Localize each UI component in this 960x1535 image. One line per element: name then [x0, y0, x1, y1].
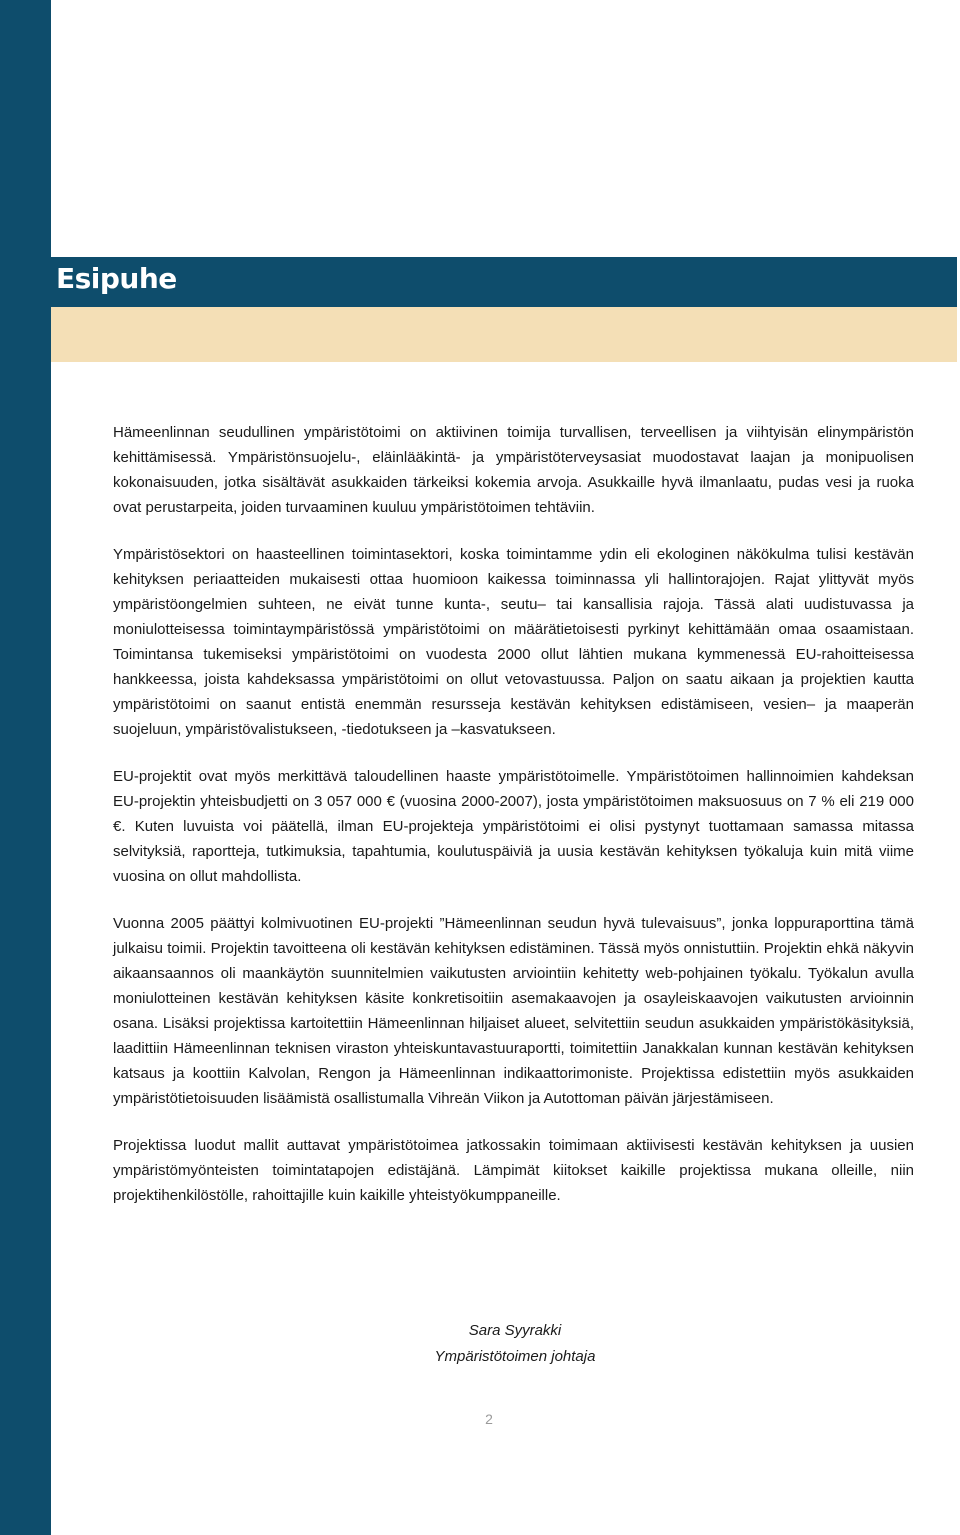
- title-band: [51, 257, 957, 307]
- paragraph: Ympäristösektori on haasteellinen toimintasektori, koska toimintamme ydin eli ekologinen näkökulma tulisi kestävän kehityksen periaatteiden mukaisesti ottaa huomioon kaikessa toiminnassa yli hallintorajojen. Rajat ylittyvät myös ympäristöongelmien suhteen, ne eivät tunne kunta-, seutu– tai kansallisia rajoja. Tässä alati uudistuvassa ja moniulotteisessa toimintaympäristössä ympäristötoimi on määrätietoisesti pyrkinyt kehittämään omaa osaamistaan. Toimintansa tukemiseksi ympäristötoimi on vuodesta 2000 ollut lähtien mukana kymmenessä EU-rahoitteisessa hankkeessa, joista kahdeksassa ympäristötoimi on ollut vetovastuussa. Paljon on saatu aikaan ja projektien kautta ympäristötoimi on saanut entistä enemmän resursseja kestävän kehityksen edistämiseen, vesien– ja maaperän suojeluun, ympäristövalistukseen, -tiedotukseen ja –kasvatukseen.: [113, 546, 914, 738]
- accent-band: [51, 307, 957, 362]
- paragraph: Projektissa luodut mallit auttavat ympäristötoimea jatkossakin toimimaan aktiivisesti kestävän kehityksen ja uusien ympäristömyönteisten toimintatapojen edistäjänä. Lämpimät kiitokset kaikille projektissa mukana olleille, niin projektihenkilöstölle, rahoittajille kuin kaikille yhteistyökumppaneille.: [113, 1137, 914, 1204]
- title-band-edge: [0, 257, 51, 307]
- left-margin-bar: [0, 0, 51, 1535]
- paragraph: Vuonna 2005 päättyi kolmivuotinen EU-projekti ”Hämeenlinnan seudun hyvä tulevaisuus”, jonka loppuraporttina tämä julkaisu toimii. Projektin tavoitteena oli kestävän kehityksen edistäminen. Tässä myös onnistuttiin. Projektin ehkä näkyvin aikaansaannos oli maankäytön suunnitelmien vaikutusten arviointiin kehitetty web-pohjainen työkalu. Työkalun avulla moniulotteinen kestävän kehityksen käsite konkretisoitiin asemakaavojen ja osayleiskaavojen vaikutusten arvioinnin osana. Lisäksi projektissa kartoitettiin Hämeenlinnan hiljaiset alueet, selvitettiin seudun asukkaiden ympäristökäsityksiä, laadittiin Hämeenlinnan teknisen viraston yhteiskuntavastuuraportti, toimitettiin Janakkalan kunnan kestävän kehityksen katsaus ja koottiin Kalvolan, Rengon ja Hämeenlinnan indikaattorimoniste. Projektissa edistettiin myös asukkaiden ympäristötietoisuuden lisäämistä osallistumalla Vihreän Viikon ja Autottoman päivän järjestämiseen.: [113, 915, 914, 1107]
- paragraph: Hämeenlinnan seudullinen ympäristötoimi on aktiivinen toimija turvallisen, terveellisen ja viihtyisän elinympäristön kehittämisessä. Ympäristönsuojelu-, eläinlääkintä- ja ympäristöterveysasiat muodostavat laajan ja monipuolisen kokonaisuuden, jotka sisältävät asukkaiden tärkeiksi kokemia arvoja. Asukkaille hyvä ilmanlaatu, pudas vesi ja ruoka ovat perustarpeita, joiden turvaaminen kuuluu ympäristötoimen tehtäviin.: [113, 424, 914, 516]
- paragraph: EU-projektit ovat myös merkittävä taloudellinen haaste ympäristötoimelle. Ympäristötoimen hallinnoimien kahdeksan EU-projektin yhteisbudjetti on 3 057 000 € (vuosina 2000-2007), josta ympäristötoimen maksuosuus on 7 % eli 219 000 €. Kuten luvuista voi päätellä, ilman EU-projekteja ympäristötoimi ei olisi pystynyt tuottamaan samassa mitassa selvityksiä, raportteja, tutkimuksia, tapahtumia, koulutuspäiviä ja uusia kestävän kehityksen työkaluja kuin mitä viime vuosina on ollut mahdollista.: [113, 768, 914, 885]
- page-number: 2: [485, 1411, 493, 1427]
- body-text: [113, 420, 914, 1230]
- signature-name: Sara Syyrakki: [468, 1322, 562, 1339]
- page-title: Esipuhe: [56, 262, 177, 295]
- signature-role: Ympäristötoimen johtaja: [434, 1348, 596, 1365]
- signature-block: [0, 1318, 960, 1370]
